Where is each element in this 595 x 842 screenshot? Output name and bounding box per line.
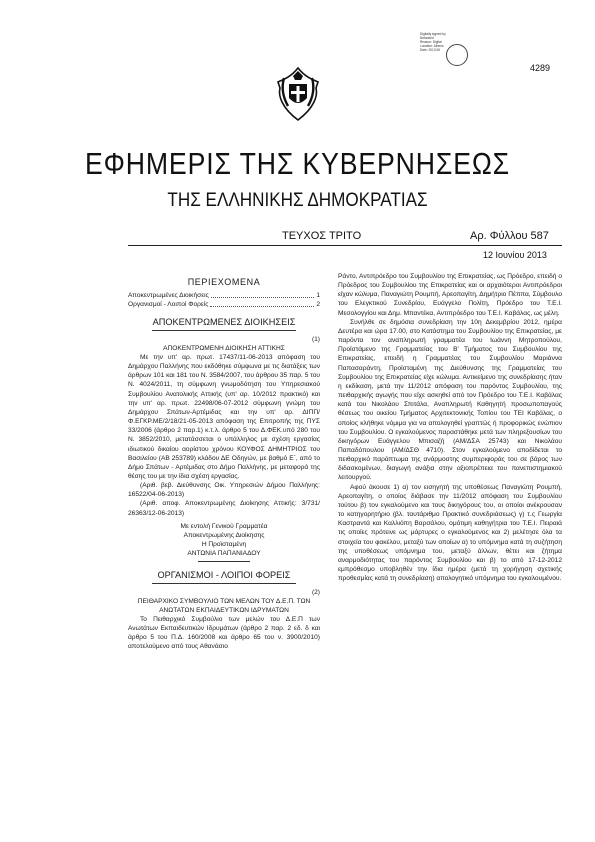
issue-date: 12 Ιουνίου 2013 (483, 250, 547, 260)
stamp-line: Location: Athens (420, 44, 444, 48)
section-divider (152, 583, 296, 584)
section-heading: ΟΡΓΑΝΙΣΜΟΙ - ΛΟΙΠΟΙ ΦΟΡΕΙΣ (157, 570, 291, 581)
gazette-subtitle: ΤΗΣ ΕΛΛΗΝΙΚΗΣ ΔΗΜΟΚΡΑΤΙΑΣ (167, 190, 428, 211)
digital-signature-stamp (420, 32, 468, 68)
gazette-title: ΕΦΗΜΕΡΙΣ ΤΗΣ ΚΥΒΕΡΝΗΣΕΩΣ (84, 146, 511, 181)
left-column (128, 278, 320, 652)
issuing-authority: ΠΕΙΘΑΡΧΙΚΟ ΣΥΜΒΟΥΛΙΟ ΤΩΝ ΜΕΛΩΝ ΤΟΥ Δ.Ε.Π. ΤΩΝ ΑΝΩΤΑΤΩΝ ΕΚΠΑΙΔΕΥΤΙΚΩΝ ΙΔΡΥΜΑΤΩΝ (137, 597, 311, 614)
toc-item[interactable] (128, 291, 320, 300)
section-heading: ΑΠΟΚΕΝΤΡΩΜΕΝΕΣ ΔΙΟΙΚΗΣΕΙΣ (152, 317, 296, 328)
issuing-authority: ΑΠΟΚΕΝΤΡΩΜΕΝΗ ΔΙΟΙΚΗΣΗ ΑΤΤΙΚΗΣ (163, 344, 285, 352)
decision-reference: (Αριθ. αποφ. Αποκεντρωμένης Διοίκησης Αττικής: 3/731/ 26363/12-06-2013) (128, 500, 320, 517)
page-number: 4289 (530, 63, 551, 73)
decision-body: Το Πειθαρχικό Συμβούλιο των μελών του Δ.Ε.Π των Ανωτάτων Εκπαιδευτικών Ιδρυμάτων (άρθρο 2 παρ. 2 εδ. δ και άρθρο 5 του Π.Δ. 160/2008 και άρθρο 65 του ν. 3900/2010) αποτελούμενο από τους Αθανάσιο (128, 616, 320, 651)
separator (198, 561, 250, 562)
toc-item[interactable] (128, 300, 320, 309)
toc-item-page: 1 (316, 292, 320, 300)
toc-leader (210, 300, 314, 307)
signature-line: Με εντολή Γενικού Γραμματέα (180, 522, 268, 530)
right-column (338, 272, 562, 583)
decision-body: Με την υπ' αρ. πρωτ. 17437/11-06-2013 απόφαση του Δημάρχου Παλλήνης που εκδόθηκε σύμφωνα με τις διατάξεις των άρθρων 101 και 181 του Ν. 3584/2007, του άρθρου 35 παρ. 5 του Ν. 4024/2011, τη σύμφωνη γνωμοδότηση του Υπηρεσιακού Συμβουλίου Ανατολικής Αττικής (υπ' αρ. 10/2012 πρακτικό) και την υπ' αρ. πρωτ. 22498/06-07-2012 σύμφωνη γνώμη του Δημάρχου Σπάτων-Αρτέμιδας και την υπ' αρ. ΔΙΠΠ/Φ.ΕΓΚΡ.ΜΕ/2/18/21-05-2013 απόφαση της Επιτροπής της ΠΥΣ 33/2006 (άρθρο 2 παρ.1) κ.τ.λ. άρθρο 5 του Δ.ΦΕΚ.υπό 280 του Ν. 3852/2010, μετατάσσεται ο υπάλληλος με σχέση εργασίας ιδιωτικού δικαίου αορίστου χρόνου ΚΟΥΦΟΣ ΔΗΜΗΤΡΙΟΣ του Βασιλείου (ΑΒ 253789) κλάδου ΔΕ Οδηγών, με βαθμό Ε΄, από το Δήμο Σπάτων - Αρτέμιδας στο Δήμο Παλλήνης, με μεταφορά της θέσης του με την ίδια σχέση εργασίας. (128, 353, 320, 480)
stamp-line: Digitally signed by (420, 32, 446, 36)
stamp-line: Date: 2013.06 (420, 48, 441, 52)
body-paragraph: Αφού άκουσε 1) α) τον εισηγητή της υποθέσεως Παναγιώτη Ρουμπή, Αρεοπαγίτη, ο οποίος διάβασε την 11/2012 απόφαση του Συμβουλίου τούτου β) τον εγκαλούμενο και τους δικηγόρους του, οι οποίοι ανέκρουσαν το κατηγορητήριο (βλ. ταυτάριθμο Πρακτικό συνεδριάσεως) γ) τ.ς Γεωργία Καστραντά και Καλλιόπη Βαρσάλου, ομότιμη καθηγήτρια του Τ.Ε.Ι. Πειραιά τις οποίες πρότεινε ως μάρτυρες ο εγκαλούμενος και 2) μελέτησε όλα τα στοιχεία του φακέλου, μεταξύ των οποίων α) το υπόμνημα κατά τη συζήτηση της υποθέσεως υπόμνημα του, μεταξύ άλλων, θέτει και ζήτημα αναρμοδιότητας του παρόντος Συμβουλίου και β) το από 17-12-2012 εμπρόθεσμο υποβληθέν την ίδια ημέρα (μετά τη χορήγηση σχετικής προθεσμίας κατά τη συνεδρίαση) απολογητικό υπόμνημα του εγκαλουμένου. (338, 483, 562, 583)
toc-leader (211, 291, 315, 298)
body-paragraph: Συνήλθε σε δημόσια συνεδρίαση την 10η Δεκεμβρίου 2012, ημέρα Δευτέρα και ώρα 17.00, στο Κατάστημα του Συμβουλίου της Επικρατείας, με παρόντα τον αναπληρωτή γραμματέα του Ιωάννη Μητροπούλου, Προϊστάμενο της Γραμματείας του Β' Τμήματος του Συμβουλίου της Επικρατείας, επειδή η Γραμματέας του Συμβουλίου Μαριάννα Παπασαράντη, Προϊσταμένη της Διεύθυνσης της Γραμματείας του Συμβουλίου της Επικρατείας είχε κώλυμα. Αντικείμενο της συνεδρίασης ήταν η εκδίκαση, μετά την 11/2012 απόφαση του παρόντος Συμβουλίου, της πειθαρχικής αγωγής που είχε ασκηθεί από τον Πρόεδρο του Τ.Ε.Ι. Καβάλας κατά του Νικολάου Σπιτάλα, Αναπληρωτή Καθηγητή προσωποπαγούς θέσεως του οικείου Τμήματος Αρχιτεκτονικής Τοπίου του ΤΕΙ Καβάλας, ο οποίος κλήθηκε νόμιμα για να απολογηθεί γραπτώς ή προφορικώς ενώπιον του Συμβουλίου. Ο εγκαλούμενος παραστάθηκε μετά των πληρεξουσίων του δικηγόρων Ευάγγελου Μπισαζή (ΑΜ/ΔΣΑ 25743) και Νικολάου Παπαδόπουλου (ΑΜ/ΔΣΘ 4710). Στον εγκαλούμενο αποδίδεται το πειθαρχικό παράπτωμα της ανάρμοστης συμπεριφοράς του σε βάρος των διδασκομένων, διαγωγή ανάξια στην αξιοπρέπεια του πανεπιστημιακού λειτουργού. (338, 318, 562, 482)
toc-item-label: Οργανισμοί - Λοιποί Φορείς (128, 301, 209, 309)
greek-coat-of-arms-icon (276, 66, 320, 122)
issue-label: ΤΕΥΧΟΣ ΤΡΙΤΟ (282, 230, 362, 242)
decision-reference: (Αριθ. βεβ. Διεύθυνσης Οικ. Υπηρεσιών Δήμου Παλλήνης: 16522/04-06-2013) (128, 482, 320, 499)
signature-line: Η Προϊσταμένη (201, 541, 247, 549)
signatory-name: ΑΝΤΩΝΙΑ ΠΑΠΑΝΙΑΔΟΥ (187, 550, 261, 558)
stamp-circle-icon (446, 44, 468, 66)
signature-line: Αποκεντρωμένης Διοίκησης (183, 531, 265, 539)
decision-number: (1) (311, 335, 320, 343)
header-divider (128, 245, 562, 246)
stamp-line: Notarized (420, 36, 434, 40)
toc-item-page: 2 (316, 301, 320, 309)
sheet-number: Αρ. Φύλλου 587 (470, 230, 549, 242)
toc-item-label: Αποκεντρωμένες Διοικήσεις (128, 292, 209, 300)
stamp-line: Reason: Digital (420, 40, 442, 44)
decision-number: (2) (311, 588, 320, 596)
section-divider (152, 330, 296, 331)
body-paragraph: Ράντο, Αντιπρόεδρο του Συμβουλίου της Επικρατείας, ως Πρόεδρο, επειδή ο Πρόεδρος του Συμβουλίου της Επικρατείας και οι αρχαιότεροι Αντιπρόεδροι είχαν κώλυμα, Παναγιώτη Ρουμπή, Αρεοπαγίτη, Δημήτριο Πέππα, Σύμβουλο του Ελεγκτικού Συνεδρίου, Ευάγγελο Πολίτη, Πρόεδρο του Τ.Ε.Ι. Μεσολογγίου και Δημ. Μπαντέκα, Αντιπρόεδρο του Τ.Ε.Ι. Καβάλας, ως μέλη. (338, 273, 562, 317)
toc-heading: ΠΕΡΙΕΧΟΜΕΝΑ (187, 277, 261, 287)
